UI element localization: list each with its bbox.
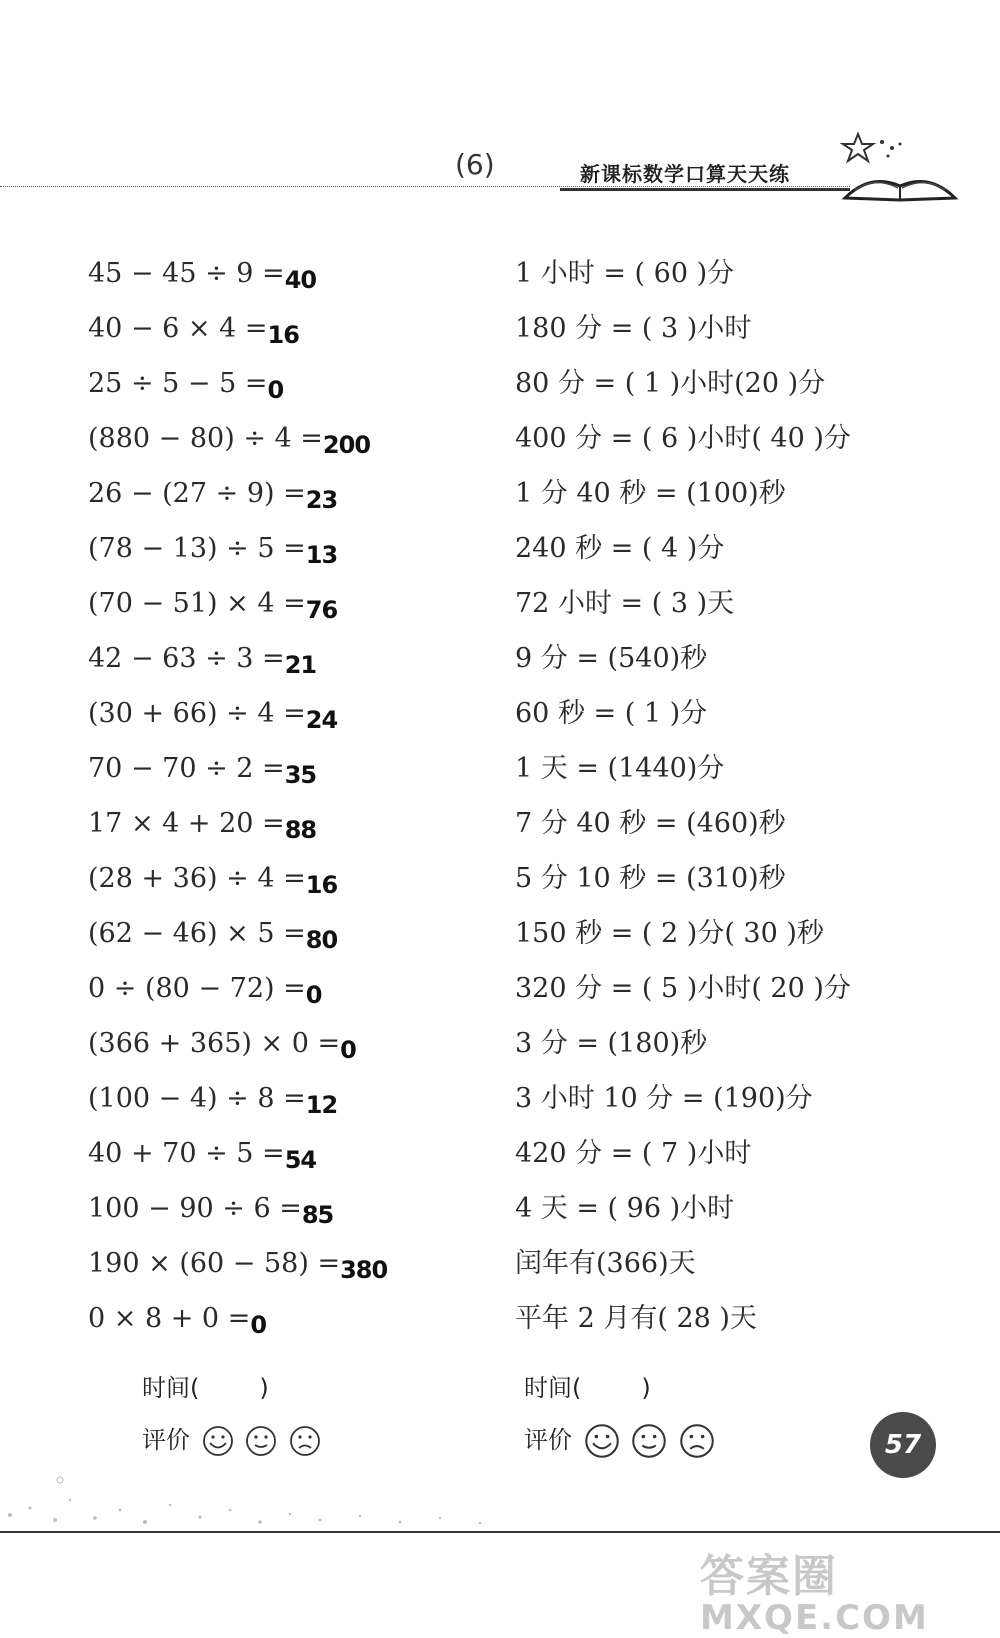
bottom-rule	[0, 1531, 1000, 1533]
conversion-row: 420 分 = ( 7 )小时	[515, 1138, 752, 1169]
right-footer	[524, 1368, 715, 1472]
header-rule-thick	[560, 188, 850, 191]
problem-expression: (100 − 4) ÷ 8 =	[88, 1083, 306, 1114]
handwritten-answer: 0	[267, 376, 284, 404]
handwritten-answer: 16	[305, 871, 338, 899]
conversion-row: 3 小时 10 分 = (190)分	[515, 1083, 813, 1114]
problem-row	[88, 914, 488, 969]
handwritten-answer: 0	[340, 1036, 356, 1064]
problem-row	[88, 749, 488, 804]
time-line	[524, 1368, 715, 1420]
handwritten-answer: 13	[305, 541, 338, 569]
sad-face-icon	[679, 1423, 715, 1459]
conversion-row: 4 天 = ( 96 )小时	[515, 1193, 735, 1224]
problem-row	[88, 584, 488, 639]
problem-expression: 190 × (60 − 58) =	[88, 1248, 341, 1279]
problem-row	[88, 1079, 488, 1134]
header-rule	[0, 186, 850, 187]
problem-expression: (70 − 51) × 4 =	[88, 588, 306, 619]
problem-expression: 42 − 63 ÷ 3 =	[88, 643, 285, 674]
handwritten-answer: 380	[340, 1256, 388, 1284]
problem-expression: (880 − 80) ÷ 4 =	[88, 423, 323, 454]
big-smile-face-icon	[584, 1423, 620, 1459]
problem-expression: 40 + 70 ÷ 5 =	[88, 1138, 285, 1169]
problem-expression: 70 − 70 ÷ 2 =	[88, 753, 285, 784]
handwritten-answer: 88	[284, 816, 317, 844]
problem-row	[88, 1299, 488, 1354]
left-footer	[142, 1368, 321, 1472]
watermark-top: 答案圈	[700, 1551, 838, 1602]
conversion-row: 5 分 10 秒 = (310)秒	[515, 863, 786, 894]
problem-expression: 40 − 6 × 4 =	[88, 313, 268, 344]
conversion-row: 240 秒 = ( 4 )分	[515, 533, 725, 564]
problem-expression: 0 × 8 + 0 =	[88, 1303, 251, 1334]
problem-row	[88, 1024, 488, 1079]
problem-row	[88, 309, 488, 364]
conversion-row: 320 分 = ( 5 )小时( 20 )分	[515, 973, 851, 1004]
problem-expression: 26 − (27 ÷ 9) =	[88, 478, 306, 509]
handwritten-answer: 54	[284, 1146, 317, 1174]
problem-row	[88, 254, 488, 309]
problem-row	[88, 1244, 488, 1299]
smile-face-icon	[245, 1425, 277, 1457]
conversion-row: 400 分 = ( 6 )小时( 40 )分	[515, 423, 851, 454]
conversion-row: 9 分 = (540)秒	[515, 643, 708, 674]
conversion-row: 1 天 = (1440)分	[515, 753, 725, 784]
problem-row	[88, 474, 488, 529]
decorative-speckle	[0, 1460, 520, 1530]
page-number-badge: 57	[870, 1412, 936, 1478]
conversion-row: 60 秒 = ( 1 )分	[515, 698, 708, 729]
watermark-bottom: MXQE.COM	[700, 1598, 929, 1638]
problem-expression: (28 + 36) ÷ 4 =	[88, 863, 306, 894]
problem-expression: 25 ÷ 5 − 5 =	[88, 368, 268, 399]
problem-row	[88, 529, 488, 584]
handwritten-answer: 35	[284, 761, 317, 789]
problem-row	[88, 419, 488, 474]
unit-conversion-column	[515, 254, 975, 1354]
conversion-row: 平年 2 月有( 28 )天	[515, 1303, 757, 1334]
problem-row	[88, 969, 488, 1024]
problem-expression: (78 − 13) ÷ 5 =	[88, 533, 306, 564]
rating-label: 评价	[524, 1426, 572, 1454]
watermark	[700, 1540, 990, 1638]
big-smile-face-icon	[202, 1425, 234, 1457]
conversion-row: 150 秒 = ( 2 )分( 30 )秒	[515, 918, 824, 949]
conversion-row: 80 分 = ( 1 )小时(20 )分	[515, 368, 826, 399]
problem-row	[88, 1189, 488, 1244]
handwritten-answer: 23	[305, 486, 338, 514]
page-header	[0, 0, 1000, 220]
time-label: 时间(	[524, 1374, 582, 1402]
rating-line	[524, 1420, 715, 1472]
sad-face-icon	[289, 1425, 321, 1457]
handwritten-answer: 24	[305, 706, 338, 734]
problem-expression: (366 + 365) × 0 =	[88, 1028, 341, 1059]
problem-row	[88, 694, 488, 749]
time-close: )	[641, 1374, 651, 1402]
handwritten-answer: 76	[305, 596, 338, 624]
problem-row	[88, 639, 488, 694]
problem-expression: 17 × 4 + 20 =	[88, 808, 285, 839]
handwritten-answer: 0	[250, 1311, 267, 1339]
handwritten-answer: 80	[305, 926, 338, 954]
smile-face-icon	[631, 1423, 667, 1459]
handwritten-answer: 16	[267, 321, 299, 349]
conversion-row: 闰年有(366)天	[515, 1248, 696, 1279]
book-star-logo-icon	[840, 128, 960, 208]
time-line	[142, 1368, 321, 1420]
handwritten-answer: 85	[301, 1201, 334, 1229]
rating-label: 评价	[142, 1426, 190, 1454]
problem-row	[88, 364, 488, 419]
handwritten-answer: 40	[284, 266, 317, 294]
conversion-row: 180 分 = ( 3 )小时	[515, 313, 752, 344]
arithmetic-column	[88, 254, 488, 1354]
time-label: 时间(	[142, 1374, 200, 1402]
conversion-row: 1 小时 = ( 60 )分	[515, 258, 735, 289]
book-title: 新课标数学口算天天练	[580, 162, 790, 186]
handwritten-answer: 200	[322, 431, 371, 459]
section-number: (6)	[455, 148, 495, 181]
problem-row	[88, 859, 488, 914]
problem-expression: (30 + 66) ÷ 4 =	[88, 698, 306, 729]
conversion-row: 1 分 40 秒 = (100)秒	[515, 478, 786, 509]
conversion-row: 72 小时 = ( 3 )天	[515, 588, 735, 619]
problem-expression: (62 − 46) × 5 =	[88, 918, 306, 949]
problem-expression: 0 ÷ (80 − 72) =	[88, 973, 306, 1004]
conversion-row: 7 分 40 秒 = (460)秒	[515, 808, 786, 839]
handwritten-answer: 21	[284, 651, 317, 679]
handwritten-answer: 0	[305, 981, 322, 1009]
problem-expression: 45 − 45 ÷ 9 =	[88, 258, 285, 289]
problem-row	[88, 1134, 488, 1189]
handwritten-answer: 12	[305, 1091, 338, 1119]
conversion-row: 3 分 = (180)秒	[515, 1028, 708, 1059]
time-close: )	[259, 1374, 269, 1402]
problem-row	[88, 804, 488, 859]
problem-expression: 100 − 90 ÷ 6 =	[88, 1193, 302, 1224]
